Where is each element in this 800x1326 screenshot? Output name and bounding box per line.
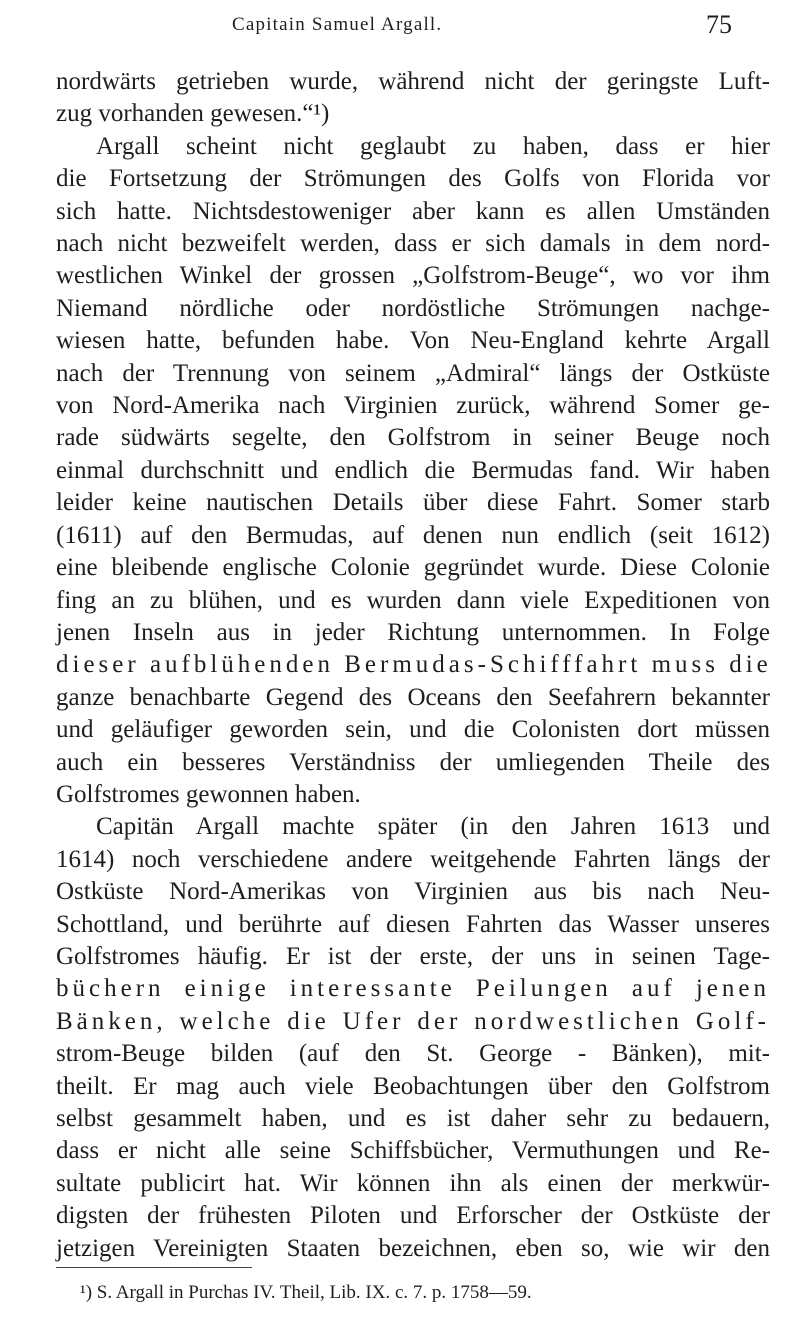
text-line: westlichen Winkel der grossen „Golfstrom-Beuge“, wo vor ihm [56, 262, 770, 290]
text-line: jenen Inseln aus in jeder Richtung unternommen. In Folge [56, 618, 770, 646]
text-line: Bänken, welche die Ufer der nordwestlichen Golf- [56, 1007, 770, 1035]
text-line: die Fortsetzung der Strömungen des Golfs von Florida vor [56, 165, 770, 193]
text-line: selbst gesammelt haben, und es ist daher sehr zu bedauern, [56, 1105, 770, 1132]
text-line: zug vorhanden gewesen.“¹) [56, 100, 330, 128]
text-line: Golfstromes häufig. Er ist der erste, der uns in seinen Tage- [56, 942, 770, 970]
text-line: fing an zu blühen, und es wurden dann viele Expeditionen von [56, 586, 770, 614]
text-line: dass er nicht alle seine Schiffsbücher, Vermuthungen und Re- [56, 1137, 770, 1165]
text-line: sich hatte. Nichtsdestoweniger aber kann es allen Umständen [56, 197, 770, 225]
running-title: Capitain Samuel Argall. [232, 14, 443, 35]
text-line: strom-Beuge bilden (auf den St. George - Bänken), mit- [56, 1040, 770, 1068]
text-line: leider keine nautischen Details über diese Fahrt. Somer starb [56, 489, 770, 517]
text-line: Golfstromes gewonnen haben. [56, 780, 361, 808]
text-line: wiesen hatte, befunden habe. Von Neu-England kehrte Argall [56, 327, 770, 355]
text-line: nach nicht bezweifelt werden, dass er sich damals in dem nord- [56, 230, 770, 258]
body-text [56, 66, 770, 1265]
text-line: (1611) auf den Bermudas, auf denen nun endlich (seit 1612) [56, 521, 770, 549]
text-line: einmal durchschnitt und endlich die Bermudas fand. Wir haben [56, 456, 770, 484]
text-line: dieser aufblühenden Bermudas-Schifffahrt muss die [56, 651, 772, 679]
text-line: von Nord-Amerika nach Virginien zurück, während Somer ge- [56, 392, 770, 420]
footnote: ¹) S. Argall in Purchas IV. Theil, Lib. IX. c. 7. p. 1758—59. [80, 1282, 532, 1303]
text-line: nach der Trennung von seinem „Admiral“ längs der Ostküste [56, 359, 770, 387]
text-line: Niemand nördliche oder nordöstliche Strömungen nachge- [56, 294, 770, 322]
text-line: nordwärts getrieben wurde, während nicht der geringste Luft- [56, 68, 770, 95]
page-number: 75 [706, 10, 732, 39]
text-line: 1614) noch verschiedene andere weitgehende Fahrten längs der [56, 845, 770, 873]
text-line: ganze benachbarte Gegend des Oceans den Seefahrern bekannter [56, 683, 770, 711]
text-line: jetzigen Vereinigten Staaten bezeichnen, eben so, wie wir den [56, 1234, 770, 1262]
text-line: Schottland, und berührte auf diesen Fahrten das Wasser unseres [56, 910, 770, 938]
text-line: Capitän Argall machte später (in den Jahren 1613 und [96, 813, 770, 841]
text-line: büchern einige interessante Peilungen auf jenen [56, 975, 770, 1003]
text-line: rade südwärts segelte, den Golfstrom in seiner Beuge noch [56, 424, 770, 452]
text-line: Ostküste Nord-Amerikas von Virginien aus bis nach Neu- [56, 878, 770, 906]
text-line: und geläufiger geworden sein, und die Colonisten dort müssen [56, 716, 770, 744]
text-line: digsten der frühesten Piloten und Erforscher der Ostküste der [56, 1202, 770, 1230]
text-line: Argall scheint nicht geglaubt zu haben, dass er hier [96, 132, 770, 160]
footnote-divider [56, 1267, 252, 1268]
text-line: theilt. Er mag auch viele Beobachtungen über den Golfstrom [56, 1072, 770, 1100]
text-line: sultate publicirt hat. Wir können ihn als einen der merkwür- [56, 1169, 770, 1197]
text-line: eine bleibende englische Colonie gegründet wurde. Diese Colonie [56, 554, 770, 582]
text-line: auch ein besseres Verständniss der umliegenden Theile des [56, 748, 770, 776]
